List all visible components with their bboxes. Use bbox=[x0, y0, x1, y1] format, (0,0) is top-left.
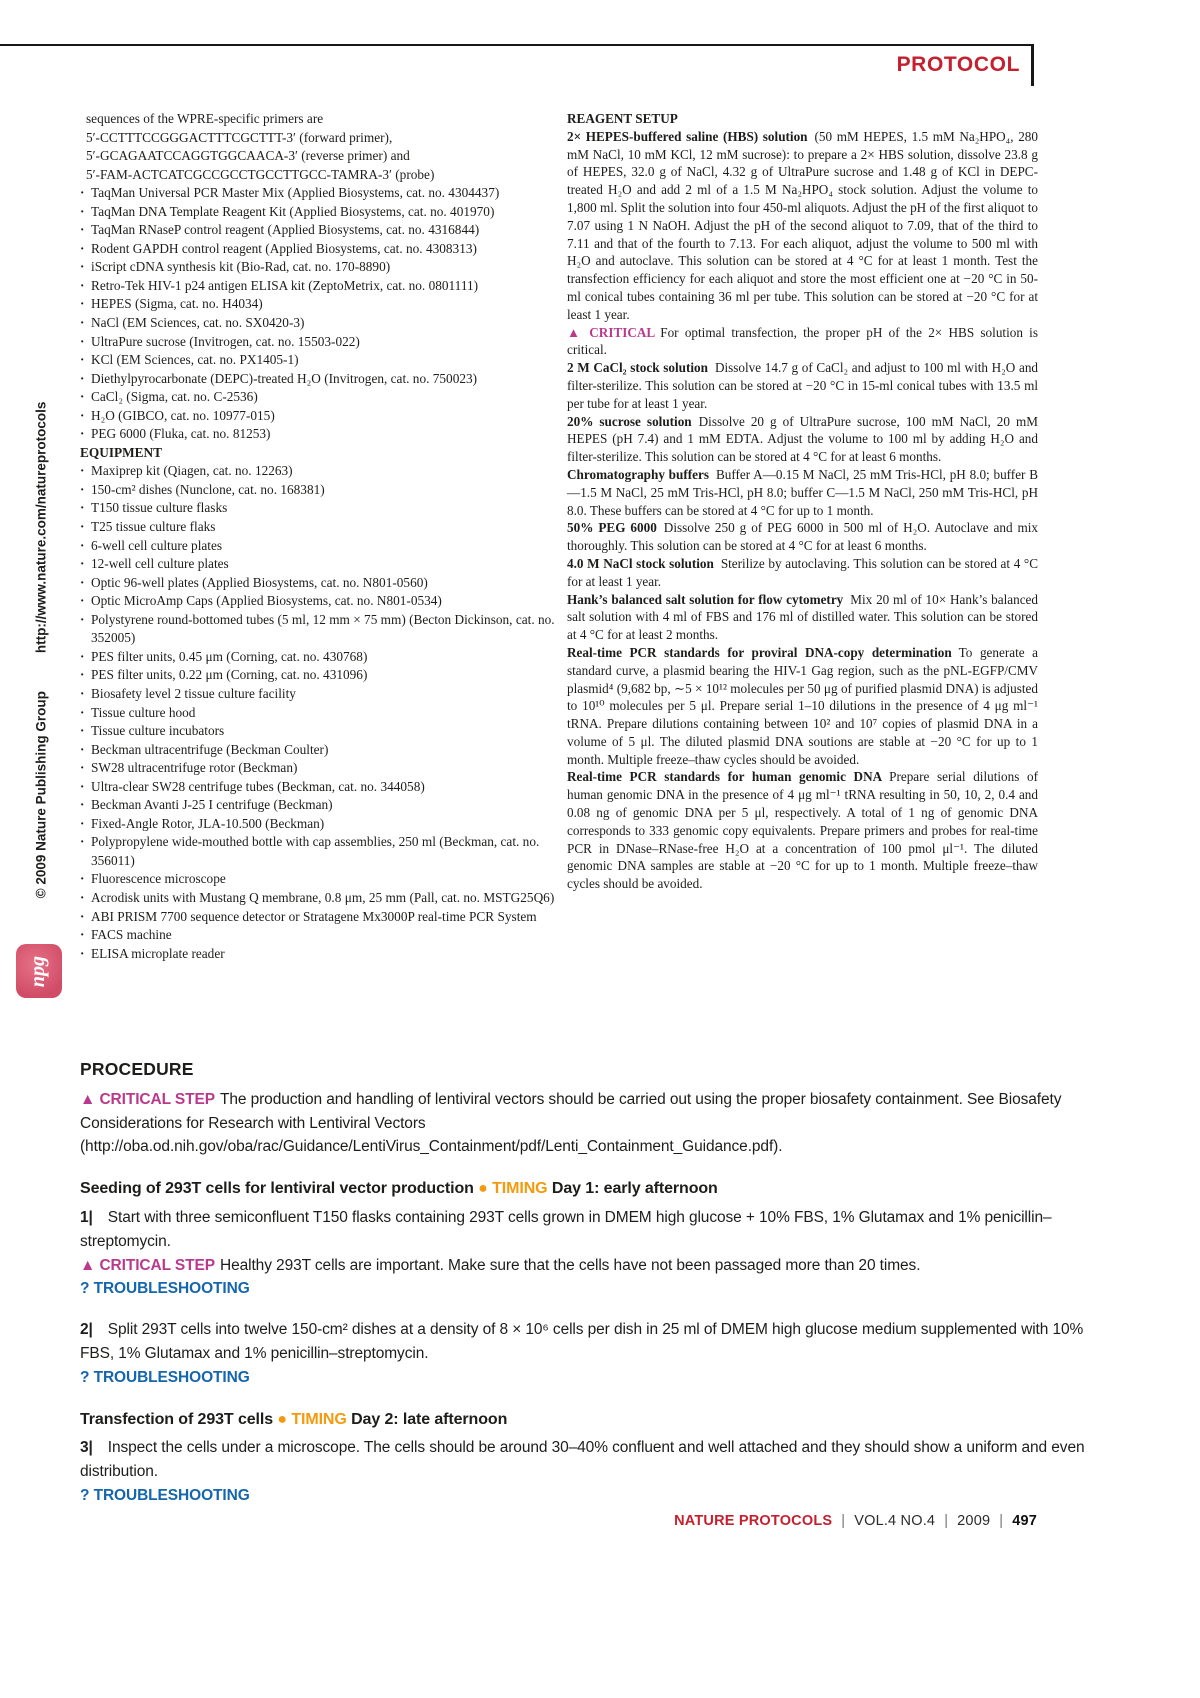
entry-title: 50% PEG 6000 bbox=[567, 520, 657, 536]
reagent-item: · iScript cDNA synthesis kit (Bio-Rad, cat. no. 170-8890) bbox=[80, 258, 562, 277]
section-title: Seeding of 293T cells for lentiviral vector production bbox=[80, 1180, 474, 1198]
forward-primer-line: 5′-CCTTTCCGGGACTTTCGCTTT-3′ (forward primer), bbox=[86, 129, 393, 145]
header-rule bbox=[0, 44, 1033, 46]
critical-step-label: ▲ CRITICAL STEP bbox=[80, 1090, 215, 1108]
reagent-item: · TaqMan Universal PCR Master Mix (Applied Biosystems, cat. no. 4304437) bbox=[80, 184, 562, 203]
section-heading-seeding bbox=[80, 1177, 1120, 1201]
entry-title: 2 M CaCl₂ stock solution bbox=[567, 360, 708, 376]
equipment-item: · T25 tissue culture flaks bbox=[80, 518, 562, 537]
equipment-item: · Beckman Avanti J-25 I centrifuge (Beckman) bbox=[80, 796, 562, 815]
reverse-primer-line: 5′-GCAGAATCCAGGTGGCAACA-3′ (reverse primer) and bbox=[86, 148, 410, 164]
entry-body: Buffer A—0.15 M NaCl, 25 mM Tris-HCl, pH 8.0; buffer B—1.5 M NaCl, 25 mM Tris-HCl, pH 8.0; buffer C—1.5 M NaCl, 250 mM Tris-HCl, pH 8.0. These buffers can be stored at 4 °C for up to 1 month. bbox=[567, 466, 1038, 518]
procedure-step-3 bbox=[80, 1436, 1120, 1484]
primer-intro-line: sequences of the WPRE-specific primers are bbox=[86, 111, 324, 126]
equipment-item: · Polypropylene wide-mouthed bottle with cap assemblies, 250 ml (Beckman, cat. no. 356011) bbox=[80, 833, 562, 870]
npg-logo bbox=[16, 944, 62, 998]
timing-label: TIMING bbox=[291, 1410, 347, 1428]
entry-title: Chromatography buffers bbox=[567, 466, 709, 482]
reagent-item: · Rodent GAPDH control reagent (Applied Biosystems, cat. no. 4308313) bbox=[80, 240, 562, 259]
equipment-item: · PES filter units, 0.22 μm (Corning, cat. no. 431096) bbox=[80, 666, 562, 685]
timing-label: TIMING bbox=[492, 1180, 548, 1198]
entry-body: Mix 20 ml of 10× Hank’s balanced salt solution with 4 ml of FBS and 176 ml of distilled water. This solution can be stored at 4 °C for at least 2 months. bbox=[567, 591, 1038, 643]
reagent-setup-heading: REAGENT SETUP bbox=[567, 111, 678, 126]
reagent-setup-entry bbox=[567, 644, 1038, 769]
footer-volume: VOL.4 NO.4 bbox=[854, 1513, 936, 1529]
procedure-critical-intro bbox=[80, 1088, 1120, 1159]
critical-step-label: ▲ CRITICAL STEP bbox=[80, 1256, 215, 1274]
entry-title: Hank’s balanced salt solution for flow cytometry bbox=[567, 591, 844, 607]
equipment-heading: EQUIPMENT bbox=[80, 444, 163, 460]
troubleshooting-link: ? TROUBLESHOOTING bbox=[80, 1368, 250, 1386]
footer-journal-name: NATURE PROTOCOLS bbox=[674, 1513, 833, 1529]
page-footer bbox=[674, 1513, 1037, 1529]
equipment-item: · Optic MicroAmp Caps (Applied Biosystems, cat. no. N801-0534) bbox=[80, 592, 562, 611]
reagents-column bbox=[80, 110, 562, 963]
procedure-section bbox=[80, 1058, 1120, 1508]
equipment-item: · PES filter units, 0.45 μm (Corning, cat. no. 430768) bbox=[80, 648, 562, 667]
reagent-setup-entry bbox=[567, 466, 1038, 519]
reagent-setup-entry bbox=[567, 413, 1038, 466]
timing-text: Day 1: early afternoon bbox=[551, 1180, 718, 1198]
timing-dot-icon: ● bbox=[277, 1410, 287, 1428]
step-text: Split 293T cells into twelve 150-cm² dishes at a density of 8 × 10⁶ cells per dish in 25 ml of DMEM high glucose medium supplemented with 10% FBS, 1% Glutamax and 1% penicillin–streptomycin. bbox=[80, 1321, 1084, 1362]
equipment-item: · Beckman ultracentrifuge (Beckman Coulter) bbox=[80, 741, 562, 760]
footer-page-number: 497 bbox=[1012, 1513, 1037, 1529]
footer-separator: | bbox=[944, 1513, 949, 1529]
reagent-item: · HEPES (Sigma, cat. no. H4034) bbox=[80, 295, 562, 314]
reagent-item: · NaCl (EM Sciences, cat. no. SX0420-3) bbox=[80, 314, 562, 333]
reagent-item: · TaqMan DNA Template Reagent Kit (Applied Biosystems, cat. no. 401970) bbox=[80, 203, 562, 222]
reagent-setup-column bbox=[567, 110, 1038, 893]
critical-note bbox=[567, 324, 1038, 360]
entry-title: 4.0 M NaCl stock solution bbox=[567, 555, 714, 571]
equipment-item: · Acrodisk units with Mustang Q membrane, 0.8 μm, 25 mm (Pall, cat. no. MSTG25Q6) bbox=[80, 889, 562, 908]
footer-separator: | bbox=[999, 1513, 1004, 1529]
reagent-setup-entry bbox=[567, 768, 1038, 893]
timing-dot-icon: ● bbox=[478, 1180, 488, 1198]
entry-body: Prepare serial dilutions of human genomic DNA in the presence of 4 μg ml⁻¹ tRNA resulting in 50, 10, 2, 0.4 and 0.08 ng of genomic DNA per 5 μl, respectively. A total of 1 ng of genomic DNA corresponds to 333 genomic copy equivalents. Prepare primers and probes for real-time PCR in DNase–RNase-free H₂O at a concentration of 100 pmol μl⁻¹. The diluted genomic DNA samples are stable at −20 °C for up to 1 month. Multiple freeze–thaw cycles should be avoided. bbox=[567, 769, 1038, 892]
reagent-item: · CaCl₂ (Sigma, cat. no. C-2536) bbox=[80, 388, 562, 407]
entry-body: Dissolve 250 g of PEG 6000 in 500 ml of H₂O. Autoclave and mix thoroughly. This solution can be stored at 4 °C for at least 6 months. bbox=[567, 520, 1039, 554]
equipment-item: · Biosafety level 2 tissue culture facility bbox=[80, 685, 562, 704]
reagents-list bbox=[80, 184, 562, 444]
footer-year: 2009 bbox=[957, 1513, 991, 1529]
critical-text: For optimal transfection, the proper pH of the 2× HBS solution is critical. bbox=[567, 324, 1038, 358]
reagent-item: · TaqMan RNaseP control reagent (Applied Biosystems, cat. no. 4316844) bbox=[80, 221, 562, 240]
equipment-item: · FACS machine bbox=[80, 926, 562, 945]
reagent-item: · UltraPure sucrose (Invitrogen, cat. no. 15503-022) bbox=[80, 333, 562, 352]
equipment-item: · Fixed-Angle Rotor, JLA-10.500 (Beckman) bbox=[80, 815, 562, 834]
equipment-item: · Maxiprep kit (Qiagen, cat. no. 12263) bbox=[80, 462, 562, 481]
entry-title: Real-time PCR standards for human genomic DNA bbox=[567, 769, 883, 785]
troubleshooting-link: ? TROUBLESHOOTING bbox=[80, 1486, 250, 1504]
entry-body: Dissolve 14.7 g of CaCl₂ and adjust to 100 ml with H₂O and filter-sterilize. This solution can be stored at −20 °C in 15-ml conical tubes with 13.5 ml per tube for at least 1 year. bbox=[567, 360, 1039, 411]
copyright-text: © 2009 Nature Publishing Group bbox=[33, 691, 49, 899]
equipment-list bbox=[80, 462, 562, 963]
equipment-item: · Fluorescence microscope bbox=[80, 870, 562, 889]
entry-body: Dissolve 20 g of UltraPure sucrose, 100 mM NaCl, 20 mM HEPES (pH 7.4) and 1 mM EDTA. Adjust the volume to 100 ml by adding H₂O and filter-sterilize. This solution can be stored at 4 °C for at least 6 months. bbox=[567, 413, 1038, 465]
equipment-item: · Tissue culture incubators bbox=[80, 722, 562, 741]
reagent-item: · PEG 6000 (Fluka, cat. no. 81253) bbox=[80, 425, 562, 444]
equipment-item: · Ultra-clear SW28 centrifuge tubes (Beckman, cat. no. 344058) bbox=[80, 778, 562, 797]
reagent-setup-entry bbox=[567, 591, 1038, 644]
critical-triangle-label: ▲ CRITICAL bbox=[567, 324, 656, 340]
equipment-item: · 150-cm² dishes (Nunclone, cat. no. 168381) bbox=[80, 481, 562, 500]
reagent-item: · H₂O (GIBCO, cat. no. 10977-015) bbox=[80, 407, 562, 426]
procedure-heading: PROCEDURE bbox=[80, 1059, 194, 1079]
reagent-setup-entry bbox=[567, 555, 1038, 591]
equipment-item: · 6-well cell culture plates bbox=[80, 537, 562, 556]
equipment-item: · 12-well cell culture plates bbox=[80, 555, 562, 574]
equipment-item: · Tissue culture hood bbox=[80, 704, 562, 723]
probe-line: 5′-FAM-ACTCATCGCCGCCTGCCTTGCC-TAMRA-3′ (probe) bbox=[86, 166, 435, 182]
troubleshooting-link: ? TROUBLESHOOTING bbox=[80, 1280, 250, 1298]
entry-title: Real-time PCR standards for proviral DNA-copy determination bbox=[567, 644, 952, 660]
step-text: Inspect the cells under a microscope. The cells should be around 30–40% confluent and well attached and they should show a uniform and even distribution. bbox=[80, 1439, 1085, 1481]
journal-url: http://www.nature.com/natureprotocols bbox=[33, 401, 49, 654]
entry-body: To generate a standard curve, a plasmid bearing the HIV-1 Gag region, such as the pNL-EGFP/CMV plasmid⁴ (9,682 bp, ∼5 × 10¹² molecules per 50 μg of purified plasmid DNA) is adjusted to 10¹⁰ molecules per 5 μl. Prepare serial 1–10 dilutions in the presence of 4 μg ml⁻¹ tRNA. Prepare dilutions containing between 10² and 10⁷ copies of plasmid DNA in a volume of 5 μl. The diluted plasmid DNA soutions are stable at −20 °C for up to 1 month. Multiple freeze–thaw cycles should be avoided. bbox=[567, 644, 1038, 767]
footer-separator: | bbox=[841, 1513, 846, 1529]
procedure-step-2 bbox=[80, 1318, 1120, 1366]
reagent-setup-entry bbox=[567, 519, 1038, 555]
entry-title: 2× HEPES-buffered saline (HBS) solution bbox=[567, 128, 808, 144]
entry-body: Sterilize by autoclaving. This solution can be stored at 4 °C for at least 1 year. bbox=[567, 555, 1039, 589]
procedure-step-1 bbox=[80, 1206, 1120, 1254]
step-text: Start with three semiconfluent T150 flasks containing 293T cells grown in DMEM high glucose + 10% FBS, 1% Glutamax and 1% penicillin–streptomycin. bbox=[80, 1208, 1052, 1250]
critical-intro-text: The production and handling of lentiviral vectors should be carried out using the proper biosafety containment. See Biosafety Considerations for Research with Lentiviral Vectors (http://oba.od.nih.gov/oba/rac/Guidance/LentiVirus_Containment/pdf/Lenti_Containment_Guidance.pdf). bbox=[80, 1090, 1062, 1156]
npg-logo-text: npg bbox=[27, 955, 50, 987]
section-heading-transfection bbox=[80, 1408, 1120, 1432]
entry-title: 20% sucrose solution bbox=[567, 413, 692, 429]
entry-body: (50 mM HEPES, 1.5 mM Na₂HPO₄, 280 mM NaCl, 10 mM KCl, 12 mM sucrose): to prepare a 2× HBS solution, dissolve 23.8 g of HEPES, 32.0 g of NaCl, 4.32 g of UltraPure sucrose and 1.48 g of KCl in DEPC-treated H₂O and add 2 ml of a 1.5 M Na₂HPO₄ stock solution. Adjust the volume to 1,800 ml. Split the solution into four 450-ml aliquots. Adjust the pH of the first aliquot to 7.07 using 1 N NaOH. Adjust the pH of the second aliquot to 7.09, that of the third to 7.11 and that of the fourth to 7.13. For each aliquot, adjust the volume to 500 ml with H₂O and autoclave. This solution can be stored at 4 °C for at least 1 month. Test the transfection efficiency for each aliquot and store the most efficient one at −20 °C in 50-ml conical tubes containing 36 ml per tube. This solution can be stored at −20 °C for at least 1 year. bbox=[567, 128, 1038, 322]
step-number: 1| bbox=[80, 1208, 93, 1226]
section-title: Transfection of 293T cells bbox=[80, 1410, 274, 1428]
reagent-setup-entry bbox=[567, 128, 1038, 324]
reagent-item: · KCl (EM Sciences, cat. no. PX1405-1) bbox=[80, 351, 562, 370]
header-vertical-bar bbox=[1031, 44, 1034, 86]
reagent-setup-entry bbox=[567, 359, 1038, 412]
protocol-header-label: PROTOCOL bbox=[896, 53, 1020, 76]
equipment-item: · T150 tissue culture flasks bbox=[80, 499, 562, 518]
equipment-item: · Polystyrene round-bottomed tubes (5 ml, 12 mm × 75 mm) (Becton Dickinson, cat. no. 352005) bbox=[80, 611, 562, 648]
critical-text: Healthy 293T cells are important. Make sure that the cells have not been passaged more than 20 times. bbox=[219, 1256, 921, 1274]
equipment-item: · SW28 ultracentrifuge rotor (Beckman) bbox=[80, 759, 562, 778]
equipment-item: · ELISA microplate reader bbox=[80, 945, 562, 964]
equipment-item: · ABI PRISM 7700 sequence detector or Stratagene Mx3000P real-time PCR System bbox=[80, 908, 562, 927]
step-number: 3| bbox=[80, 1439, 93, 1457]
step-1-critical bbox=[80, 1254, 1120, 1278]
step-number: 2| bbox=[80, 1321, 93, 1339]
reagent-item: · Retro-Tek HIV-1 p24 antigen ELISA kit (ZeptoMetrix, cat. no. 0801111) bbox=[80, 277, 562, 296]
reagent-item: · Diethylpyrocarbonate (DEPC)-treated H₂O (Invitrogen, cat. no. 750023) bbox=[80, 370, 562, 389]
sidebar-copyright bbox=[34, 402, 49, 899]
equipment-item: · Optic 96-well plates (Applied Biosystems, cat. no. N801-0560) bbox=[80, 574, 562, 593]
timing-text: Day 2: late afternoon bbox=[351, 1410, 508, 1428]
